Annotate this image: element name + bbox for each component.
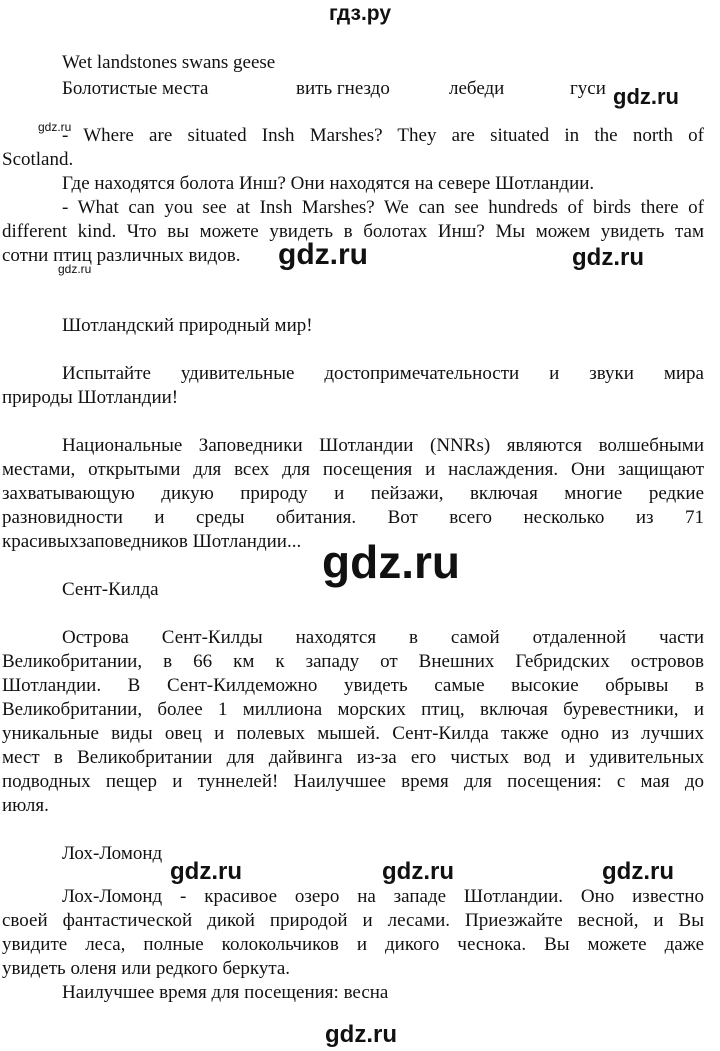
nnr-line: красивыхзаповедников Шотландии... [2, 531, 302, 552]
loch-paragraph [2, 909, 704, 981]
article-intro [62, 362, 704, 386]
watermark: gdz.ru [572, 244, 644, 271]
stkilda-paragraph-first [62, 626, 704, 650]
vocab-word: вить гнездо [296, 78, 390, 99]
watermark: gdz.ru [170, 858, 242, 885]
loch-title: Лох-Ломонд [62, 843, 163, 864]
qa-question-line: Scotland. [2, 149, 74, 170]
stkilda-title: Сент-Килда [62, 579, 159, 600]
stkilda-line: июля. [2, 795, 49, 816]
nnr-line: разновидности и среды обитания. Вот всего несколько из 71 [2, 507, 704, 528]
stkilda-line: Великобритании, более 1 миллиона морских птиц, включая буревестники, и [2, 699, 704, 720]
vocab-english: Wet landstones swans geese [62, 52, 276, 73]
stkilda-paragraph [2, 650, 704, 818]
vocab-word: Болотистые места [62, 78, 209, 99]
watermark: gdz.ru [382, 858, 454, 885]
stkilda-line: Шотландии. В Сент-Килдеможно увидеть самые высокие обрывы в [2, 675, 704, 696]
watermark: gdz.ru [613, 84, 679, 109]
loch-line: увидеть оленя или редкого беркута. [2, 958, 291, 979]
watermark: gdz.ru [602, 858, 674, 885]
nnr-line: захватывающую дикую природу и пейзажи, включая многие редкие [2, 483, 704, 504]
article-intro-cont [2, 386, 704, 410]
watermark-small: gdz.ru [38, 120, 72, 134]
vocab-word: гуси [570, 78, 606, 99]
nnr-paragraph-first [62, 434, 704, 458]
vocab-word: лебеди [449, 78, 505, 99]
watermark-small: gdz.ru [58, 262, 92, 276]
loch-best-time: Наилучшее время для посещения: весна [62, 982, 389, 1003]
intro-line: Испытайте удивительные достопримечательности и звуки мира [62, 363, 704, 384]
site-header: гдз.ру [328, 2, 392, 25]
watermark: gdz.ru [322, 536, 460, 588]
qa-answer: Где находятся болота Инш? Они находятся на севере Шотландии. [62, 173, 595, 194]
loch-line: своей фантастической дикой природой и лесами. Приезжайте весной, и Вы [2, 910, 704, 931]
nnr-line: местами, открытыми для всех для посещения и наслаждения. Они защищают [2, 459, 704, 480]
loch-paragraph-first [62, 885, 704, 909]
watermark: gdz.ru [325, 1021, 397, 1048]
article-title: Шотландский природный мир! [62, 315, 313, 336]
stkilda-line: уникальные виды овец и полевых мышей. Сент-Килда также одно из лучших [2, 723, 704, 744]
qa-question-line: сотни птиц различных видов. [2, 245, 241, 266]
stkilda-line: мест в Великобритании для дайвинга из-за его чистых вод и удивительных [2, 747, 704, 768]
qa-question-line: - Where are situated Insh Marshes? They are situated in the north of [62, 125, 704, 146]
loch-line: увидите леса, полные колокольчиков и дикого чеснока. Вы можете даже [2, 934, 704, 955]
stkilda-line: Острова Сент-Килды находятся в самой отдаленной части [62, 627, 704, 648]
nnr-line: Национальные Заповедники Шотландии (NNRs) являются волшебными [62, 435, 704, 456]
stkilda-line: подводных пещер и туннелей! Наилучшее время для посещения: с мая до [2, 771, 704, 792]
stkilda-line: Великобритании, в 66 км к западу от Внешних Гебридских островов [2, 651, 704, 672]
qa-question-line: different kind. Что вы можете увидеть в болотах Инш? Мы можем увидеть там [2, 221, 704, 242]
loch-line: Лох-Ломонд - красивое озеро на западе Шотландии. Оно известно [62, 886, 704, 907]
qa-question-line: - What can you see at Insh Marshes? We can see hundreds of birds there of [62, 197, 704, 218]
watermark: gdz.ru [278, 238, 368, 271]
intro-line: природы Шотландии! [2, 387, 179, 408]
qa-block-2 [62, 196, 704, 220]
